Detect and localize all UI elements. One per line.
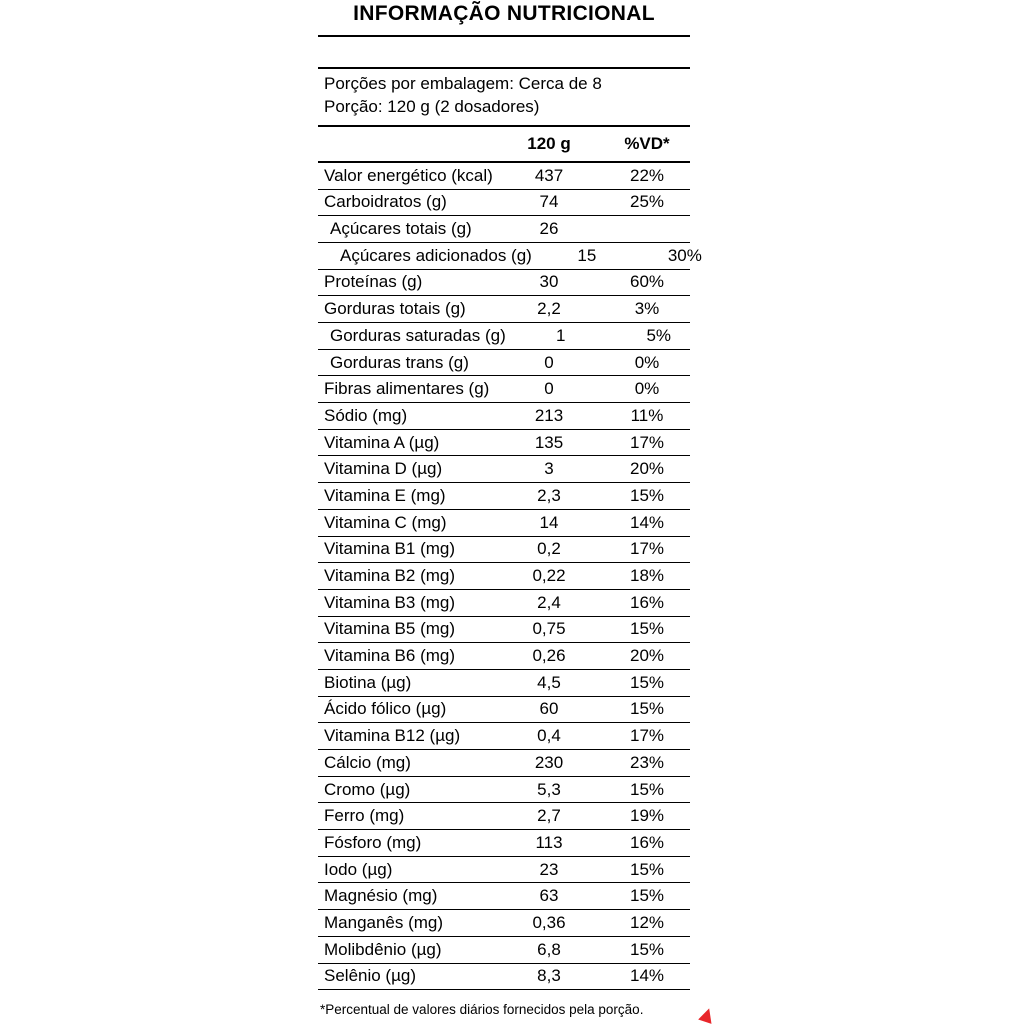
row-value: 2,4 <box>537 592 561 612</box>
row-dv: 15% <box>629 939 665 959</box>
row-label: Vitamina B5 (mg) <box>324 619 456 639</box>
table-row <box>318 243 702 270</box>
table-row <box>318 376 690 403</box>
row-dv: 5% <box>646 325 672 345</box>
row-label: Cálcio (mg) <box>324 752 411 772</box>
row-label: Iodo (µg) <box>324 859 393 879</box>
table-row <box>318 430 690 457</box>
row-label: Proteínas (g) <box>324 272 423 292</box>
row-label: Gorduras saturadas (g) <box>330 325 506 345</box>
row-dv: 0% <box>634 352 660 372</box>
table-row <box>318 483 690 510</box>
row-dv: 15% <box>629 779 665 799</box>
table-row <box>318 270 690 297</box>
row-value: 0,75 <box>532 619 566 639</box>
row-value: 0,2 <box>537 539 561 559</box>
row-value: 213 <box>534 405 564 425</box>
row-label: Manganês (mg) <box>324 912 444 932</box>
row-dv: 16% <box>629 592 665 612</box>
row-label: Vitamina B3 (mg) <box>324 592 456 612</box>
footnote: *Percentual de valores diários fornecidos pela porção. <box>320 1002 644 1018</box>
row-dv: 14% <box>629 966 665 986</box>
row-dv: 20% <box>629 459 665 479</box>
table-row <box>318 403 690 430</box>
row-value: 15 <box>577 245 597 265</box>
row-value: 2,2 <box>537 299 561 319</box>
row-value: 23 <box>539 859 559 879</box>
row-value: 0,36 <box>532 912 566 932</box>
row-label: Vitamina E (mg) <box>324 485 446 505</box>
row-label: Vitamina A (µg) <box>324 432 440 452</box>
row-value: 1 <box>556 325 566 345</box>
row-value: 30 <box>539 272 559 292</box>
row-dv: 17% <box>629 726 665 746</box>
row-label: Vitamina C (mg) <box>324 512 447 532</box>
table-row <box>318 163 690 190</box>
row-value: 0,22 <box>532 566 566 586</box>
row-label: Biotina (µg) <box>324 672 412 692</box>
row-label: Valor energético (kcal) <box>324 165 493 185</box>
row-dv: 18% <box>629 566 665 586</box>
row-dv: 17% <box>629 539 665 559</box>
table-row <box>318 590 690 617</box>
row-label: Gorduras totais (g) <box>324 299 466 319</box>
table-row <box>318 803 690 830</box>
row-label: Vitamina B6 (mg) <box>324 646 456 666</box>
row-label: Sódio (mg) <box>324 405 408 425</box>
title-spacer <box>318 37 690 67</box>
row-dv: 12% <box>629 912 665 932</box>
row-value: 3 <box>544 459 554 479</box>
row-dv: 14% <box>629 512 665 532</box>
table-row <box>318 296 690 323</box>
row-value: 8,3 <box>537 966 561 986</box>
row-dv: 15% <box>629 672 665 692</box>
row-dv: 20% <box>629 646 665 666</box>
row-dv: 25% <box>629 192 665 212</box>
header-portion-column: 120 g <box>527 133 571 153</box>
row-value: 60 <box>539 699 559 719</box>
serving-size: Porção: 120 g (2 dosadores) <box>324 96 540 116</box>
row-value: 0 <box>544 379 554 399</box>
row-label: Açúcares adicionados (g) <box>340 245 532 265</box>
row-label: Ácido fólico (µg) <box>324 699 447 719</box>
row-label: Gorduras trans (g) <box>330 352 469 372</box>
row-value: 0,4 <box>537 726 561 746</box>
row-dv: 22% <box>629 165 665 185</box>
serving-info <box>318 67 690 127</box>
row-value: 14 <box>539 512 559 532</box>
row-value: 63 <box>539 886 559 906</box>
row-value: 26 <box>539 219 559 239</box>
table-row <box>318 937 690 964</box>
row-value: 437 <box>534 165 564 185</box>
row-label: Vitamina D (µg) <box>324 459 443 479</box>
row-dv: 0% <box>634 379 660 399</box>
nutrition-table <box>318 163 702 990</box>
row-dv: 30% <box>667 245 702 265</box>
table-row <box>318 670 690 697</box>
table-row <box>318 216 690 243</box>
row-label: Açúcares totais (g) <box>330 219 472 239</box>
servings-per-package: Porções por embalagem: Cerca de 8 <box>324 74 602 93</box>
row-dv: 60% <box>629 272 665 292</box>
table-header <box>318 127 690 163</box>
row-value: 2,3 <box>537 485 561 505</box>
row-label: Selênio (µg) <box>324 966 417 986</box>
row-label: Vitamina B1 (mg) <box>324 539 456 559</box>
row-label: Vitamina B12 (µg) <box>324 726 461 746</box>
row-value: 0,26 <box>532 646 566 666</box>
header-dv-column: %VD* <box>624 133 670 153</box>
row-value: 5,3 <box>537 779 561 799</box>
row-dv: 11% <box>630 405 664 425</box>
table-row <box>318 617 690 644</box>
table-row <box>318 456 690 483</box>
table-row <box>318 510 690 537</box>
table-row <box>318 643 690 670</box>
table-row <box>318 723 690 750</box>
row-label: Vitamina B2 (mg) <box>324 566 456 586</box>
row-value: 113 <box>535 832 563 852</box>
page-title: INFORMAÇÃO NUTRICIONAL <box>318 2 690 37</box>
row-label: Fibras alimentares (g) <box>324 379 490 399</box>
table-row <box>318 563 690 590</box>
table-row <box>318 190 690 217</box>
nutrition-label <box>318 2 702 1018</box>
table-row <box>318 964 690 991</box>
row-dv: 23% <box>629 752 665 772</box>
table-row <box>318 323 690 350</box>
row-label: Magnésio (mg) <box>324 886 438 906</box>
row-dv: 15% <box>629 886 665 906</box>
row-label: Ferro (mg) <box>324 806 405 826</box>
row-dv: 17% <box>629 432 665 452</box>
row-value: 6,8 <box>537 939 561 959</box>
row-value: 135 <box>534 432 564 452</box>
table-row <box>318 883 690 910</box>
row-value: 230 <box>534 752 564 772</box>
row-dv: 15% <box>629 699 665 719</box>
row-label: Cromo (µg) <box>324 779 411 799</box>
row-dv: 15% <box>629 859 665 879</box>
row-dv: 16% <box>629 832 665 852</box>
table-row <box>318 857 690 884</box>
row-dv: 15% <box>629 485 665 505</box>
row-value: 74 <box>539 192 559 212</box>
row-dv: 15% <box>629 619 665 639</box>
row-label: Molibdênio (µg) <box>324 939 442 959</box>
row-label: Fósforo (mg) <box>324 832 422 852</box>
row-value: 0 <box>544 352 554 372</box>
table-row <box>318 697 690 724</box>
row-value: 2,7 <box>537 806 561 826</box>
row-dv: 3% <box>634 299 660 319</box>
red-corner-mark <box>698 1006 716 1024</box>
row-dv: 19% <box>629 806 665 826</box>
table-row <box>318 350 690 377</box>
row-label: Carboidratos (g) <box>324 192 447 212</box>
table-row <box>318 750 690 777</box>
table-row <box>318 777 690 804</box>
table-row <box>318 910 690 937</box>
table-row <box>318 537 690 564</box>
row-value: 4,5 <box>537 672 561 692</box>
table-row <box>318 830 690 857</box>
